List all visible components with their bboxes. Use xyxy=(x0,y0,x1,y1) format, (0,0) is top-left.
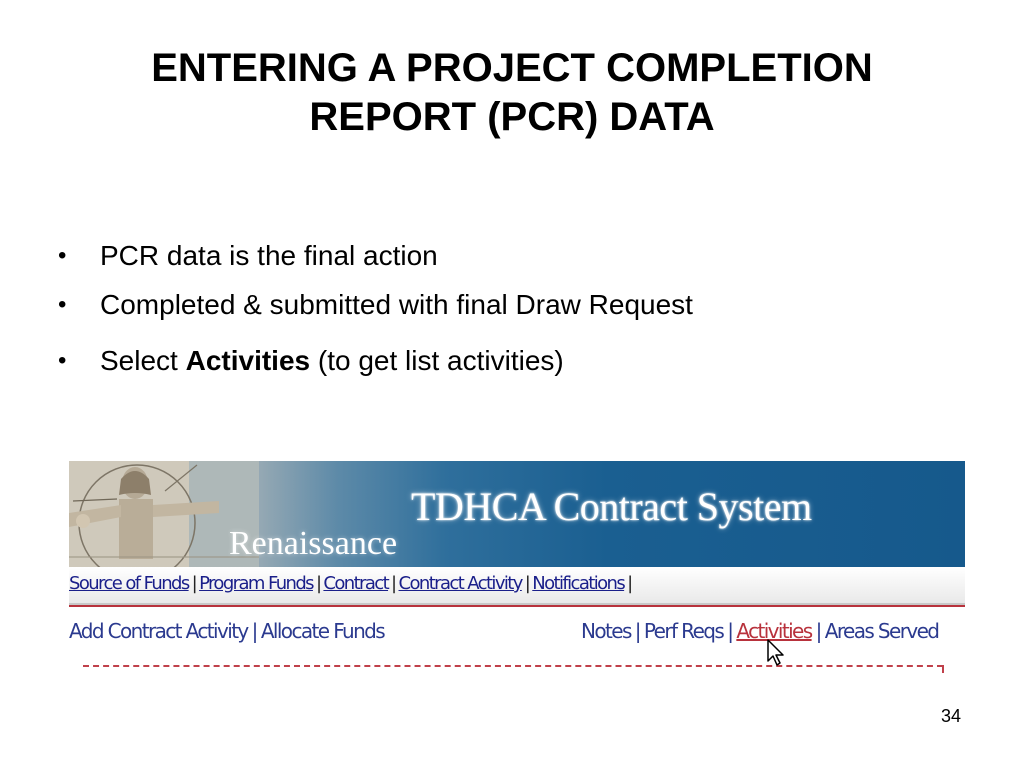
activities-link[interactable]: Activities xyxy=(736,619,812,643)
nav-separator: | xyxy=(634,619,640,643)
primary-nav-links xyxy=(69,573,635,594)
notes-link[interactable]: Notes xyxy=(581,619,631,643)
bullet-item xyxy=(58,341,958,381)
dashed-divider-end xyxy=(942,665,944,673)
nav-separator: | xyxy=(524,573,530,594)
allocate-funds-link[interactable]: Allocate Funds xyxy=(260,619,385,643)
banner-subtitle: Renaissance xyxy=(229,525,398,562)
nav-separator: | xyxy=(391,573,396,594)
nav-link-source-of-funds[interactable]: Source of Funds xyxy=(69,573,189,594)
add-contract-activity-link[interactable]: Add Contract Activity xyxy=(69,619,248,643)
nav-separator: | xyxy=(251,619,257,643)
slide-title-line-2: REPORT (PCR) DATA xyxy=(309,95,715,139)
slide-title xyxy=(60,44,964,142)
banner-title: TDHCA Contract System xyxy=(411,484,812,529)
bullet-text-prefix: Select xyxy=(100,345,186,376)
banner xyxy=(69,461,965,567)
page-number: 34 xyxy=(940,706,962,726)
bullet-text-emphasis: Activities xyxy=(185,345,311,376)
bullet-list xyxy=(58,236,958,381)
bullet-text: PCR data is the final action xyxy=(100,240,438,271)
nav-separator: | xyxy=(315,573,321,594)
nav-link-contract[interactable]: Contract xyxy=(323,573,389,594)
nav-link-notifications[interactable]: Notifications xyxy=(532,573,625,594)
perf-reqs-link[interactable]: Perf Reqs xyxy=(643,619,724,643)
secondary-nav-left xyxy=(69,619,384,643)
nav-separator: | xyxy=(191,573,197,594)
secondary-nav xyxy=(69,607,965,673)
bullet-item xyxy=(58,236,958,276)
dashed-divider xyxy=(83,665,943,667)
nav-separator: | xyxy=(815,619,821,643)
slide-title-line-1: ENTERING A PROJECT COMPLETION xyxy=(151,46,873,90)
bullet-dot-icon: • xyxy=(58,291,67,318)
nav-separator: | xyxy=(627,573,632,594)
areas-served-link[interactable]: Areas Served xyxy=(824,619,939,643)
bullet-text: Completed & submitted with final Draw Request xyxy=(100,289,693,320)
mouse-pointer-icon xyxy=(766,639,786,667)
bullet-item xyxy=(58,285,958,325)
nav-separator: | xyxy=(727,619,733,643)
nav-link-contract-activity[interactable]: Contract Activity xyxy=(398,573,522,594)
primary-nav xyxy=(69,567,965,605)
bullet-dot-icon: • xyxy=(58,242,67,269)
bullet-dot-icon: • xyxy=(58,347,67,374)
secondary-nav-right xyxy=(581,619,938,643)
nav-link-program-funds[interactable]: Program Funds xyxy=(199,573,313,594)
contract-system-screenshot xyxy=(69,461,965,673)
bullet-text-suffix: (to get list activities) xyxy=(310,345,564,376)
